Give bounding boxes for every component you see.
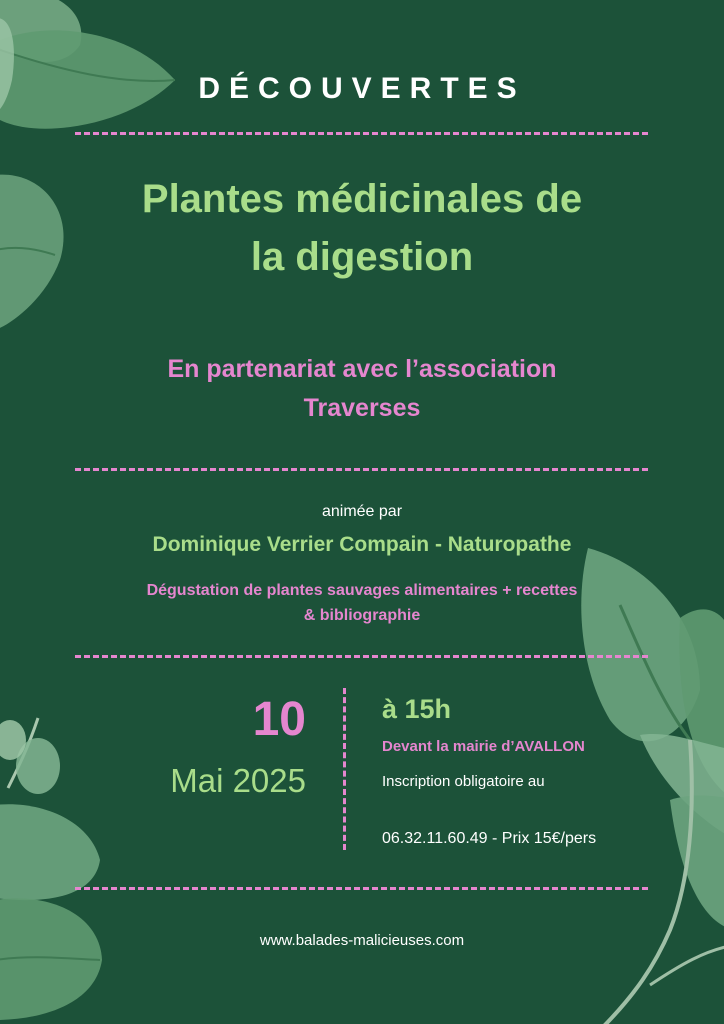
tasting-text: [0, 578, 724, 628]
vertical-divider: [343, 688, 346, 850]
host-name: Dominique Verrier Compain - Naturopathe: [152, 533, 572, 556]
divider-top: [75, 132, 648, 135]
kicker-heading: DÉCOUVERTES: [198, 72, 526, 105]
title-line-1: Plantes médicinales de: [141, 177, 583, 221]
title-line-2: la digestion: [250, 235, 474, 279]
phone-price-text: 06.32.11.60.49 - Prix 15€/pers: [382, 830, 597, 847]
eucalyptus-leaves-top-left: [0, 0, 175, 129]
website-link[interactable]: www.balades-malicieuses.com: [259, 932, 465, 949]
event-day: 10: [252, 693, 306, 746]
tasting-line-1: Dégustation de plantes sauvages alimentaires + recettes: [146, 582, 578, 599]
partner-line-1: En partenariat avec l’association: [167, 355, 557, 383]
event-time: à 15h: [382, 694, 452, 724]
signup-text: Inscription obligatoire au: [382, 773, 545, 790]
divider-middle: [75, 468, 648, 471]
partner-text: [0, 350, 724, 428]
divider-date: [75, 655, 648, 658]
partner-line-2: Traverses: [303, 394, 421, 422]
divider-bottom: [75, 887, 648, 890]
event-month-year: Mai 2025: [170, 762, 306, 799]
eucalyptus-branch-bottom-left: [0, 718, 102, 1020]
tasting-line-2: & bibliographie: [303, 607, 421, 624]
page-title: [0, 170, 724, 286]
host-intro: animée par: [321, 503, 403, 520]
event-place: Devant la mairie d’AVALLON: [382, 738, 585, 755]
